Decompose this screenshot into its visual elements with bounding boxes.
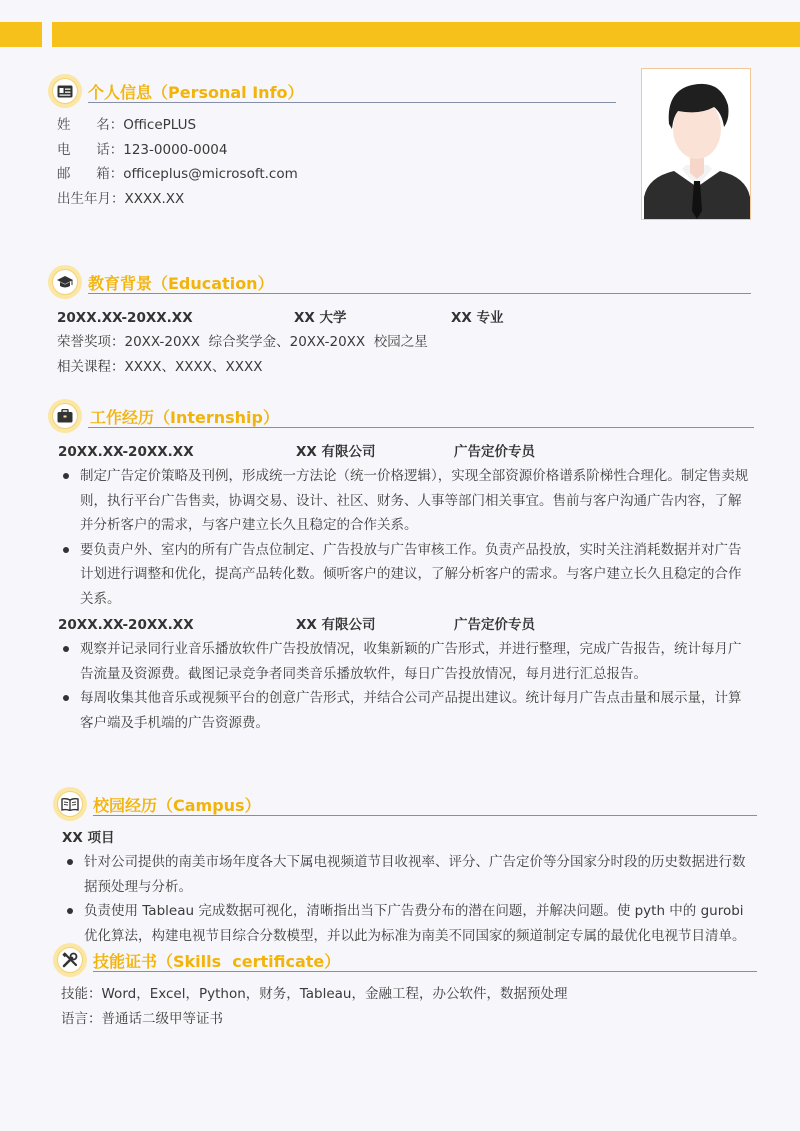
top-accent-bar-left bbox=[0, 22, 42, 47]
campus-header bbox=[53, 787, 757, 821]
education-major: XX 专业 bbox=[451, 310, 504, 326]
skills-list: 技能：Word，Excel，Python，财务，Tableau，金融工程，办公软件，数据预处理 bbox=[61, 986, 568, 1002]
personal-info-header bbox=[48, 74, 616, 108]
list-item: 每周收集其他音乐或视频平台的创意广告形式，并结合公司产品提出建议。统计每月广告点击量和展示量，计算客户端及手机端的广告资源费。 bbox=[58, 686, 754, 735]
education-header bbox=[48, 265, 751, 299]
section-divider bbox=[88, 427, 754, 428]
profile-photo bbox=[641, 68, 751, 220]
open-book-icon bbox=[53, 787, 87, 821]
briefcase-icon bbox=[48, 399, 82, 433]
avatar-illustration bbox=[642, 69, 751, 220]
list-item: 制定广告定价策略及刊例，形成统一方法论（统一价格逻辑），实现全部资源价格谱系阶梯性合理化。制定售卖规则，执行平台广告售卖，协调交易、设计、社区、财务、人事等部门相关事宜。售前与客户沟通广告内容，了解并分析客户的需求，与客户建立长久且稳定的合作关系。 bbox=[58, 464, 754, 538]
language-cert: 语言：普通话二级甲等证书 bbox=[61, 1010, 223, 1027]
info-value-email: officeplus@microsoft.com bbox=[123, 166, 298, 182]
info-value-name: OfficePLUS bbox=[123, 117, 197, 133]
list-item: 要负责户外、室内的所有广告点位制定、广告投放与广告审核工作。负责产品投放，实时关注消耗数据并对广告计划进行调整和优化，提高产品转化数。倾听客户的建议，了解分析客户的需求。与客户建立长久且稳定的合作关系。 bbox=[58, 538, 754, 612]
education-section bbox=[48, 265, 751, 379]
internship-header bbox=[48, 399, 754, 433]
education-honors: 荣誉奖项：20XX-20XX 综合奖学金、20XX-20XX 校园之星 bbox=[57, 334, 428, 350]
campus-bullet-list bbox=[62, 850, 757, 948]
id-card-icon bbox=[48, 74, 82, 108]
job-bullet-list bbox=[58, 464, 754, 611]
section-divider bbox=[88, 293, 751, 294]
education-courses: 相关课程：XXXX、XXXX、XXXX bbox=[57, 358, 263, 375]
list-item: 负责使用 Tableau 完成数据可视化，清晰指出当下广告费分布的潜在问题，并解决问题。使 pyth 中的 gurobi 优化算法，构建电视节目综合分数模型，并以此为标准为南美不同国家的频道制定专属的最优化电视节目清单。 bbox=[62, 899, 757, 948]
internship-section bbox=[48, 399, 754, 735]
graduation-cap-icon bbox=[48, 265, 82, 299]
job-period: 20XX.XX-20XX.XX bbox=[58, 444, 194, 460]
job-bullet-list bbox=[58, 637, 754, 735]
campus-title: 校园经历（Campus） bbox=[93, 796, 261, 815]
info-row-birth: 出生年月：XXXX.XX bbox=[57, 190, 185, 207]
tools-icon bbox=[53, 943, 87, 977]
job-period: 20XX.XX-20XX.XX bbox=[58, 617, 194, 633]
personal-info-section bbox=[48, 74, 616, 211]
education-period: 20XX.XX-20XX.XX bbox=[57, 310, 193, 326]
job-entry-header bbox=[58, 440, 754, 464]
job-company: XX 有限公司 bbox=[296, 617, 376, 633]
info-value-phone: 123-0000-0004 bbox=[123, 141, 228, 158]
top-accent-bar-right bbox=[52, 22, 800, 47]
education-title: 教育背景（Education） bbox=[88, 274, 274, 293]
section-divider bbox=[93, 815, 757, 816]
internship-title: 工作经历（Internship） bbox=[90, 408, 279, 427]
list-item: 针对公司提供的南美市场年度各大下属电视频道节目收视率、评分、广告定价等分国家分时段的历史数据进行数据预处理与分析。 bbox=[62, 850, 757, 899]
skills-header bbox=[53, 943, 757, 977]
section-divider bbox=[93, 971, 757, 972]
list-item: 观察并记录同行业音乐播放软件广告投放情况，收集新颖的广告形式，并进行整理，完成广告报告，统计每月广告流量及资源费。截图记录竞争者同类音乐播放软件，每日广告投放情况，每月进行汇总报告。 bbox=[58, 637, 754, 686]
campus-project-name: XX 项目 bbox=[62, 830, 115, 846]
job-role: 广告定价专员 bbox=[454, 617, 535, 633]
job-entry-header bbox=[58, 613, 754, 637]
education-school: XX 大学 bbox=[294, 310, 347, 326]
info-row-email: 邮 箱：officeplus@microsoft.com bbox=[57, 166, 298, 182]
job-role: 广告定价专员 bbox=[454, 444, 535, 460]
job-company: XX 有限公司 bbox=[296, 444, 376, 460]
section-divider bbox=[88, 102, 616, 103]
education-entry-header bbox=[57, 306, 751, 330]
campus-section bbox=[53, 787, 757, 948]
personal-info-title: 个人信息（Personal Info） bbox=[88, 83, 304, 102]
info-row-name: 姓 名：OfficePLUS bbox=[57, 117, 197, 133]
skills-section bbox=[53, 943, 757, 1031]
info-value-birth: XXXX.XX bbox=[124, 190, 185, 207]
skills-title: 技能证书（Skills certificate） bbox=[93, 952, 341, 971]
info-row-phone: 电 话：123-0000-0004 bbox=[57, 141, 228, 158]
